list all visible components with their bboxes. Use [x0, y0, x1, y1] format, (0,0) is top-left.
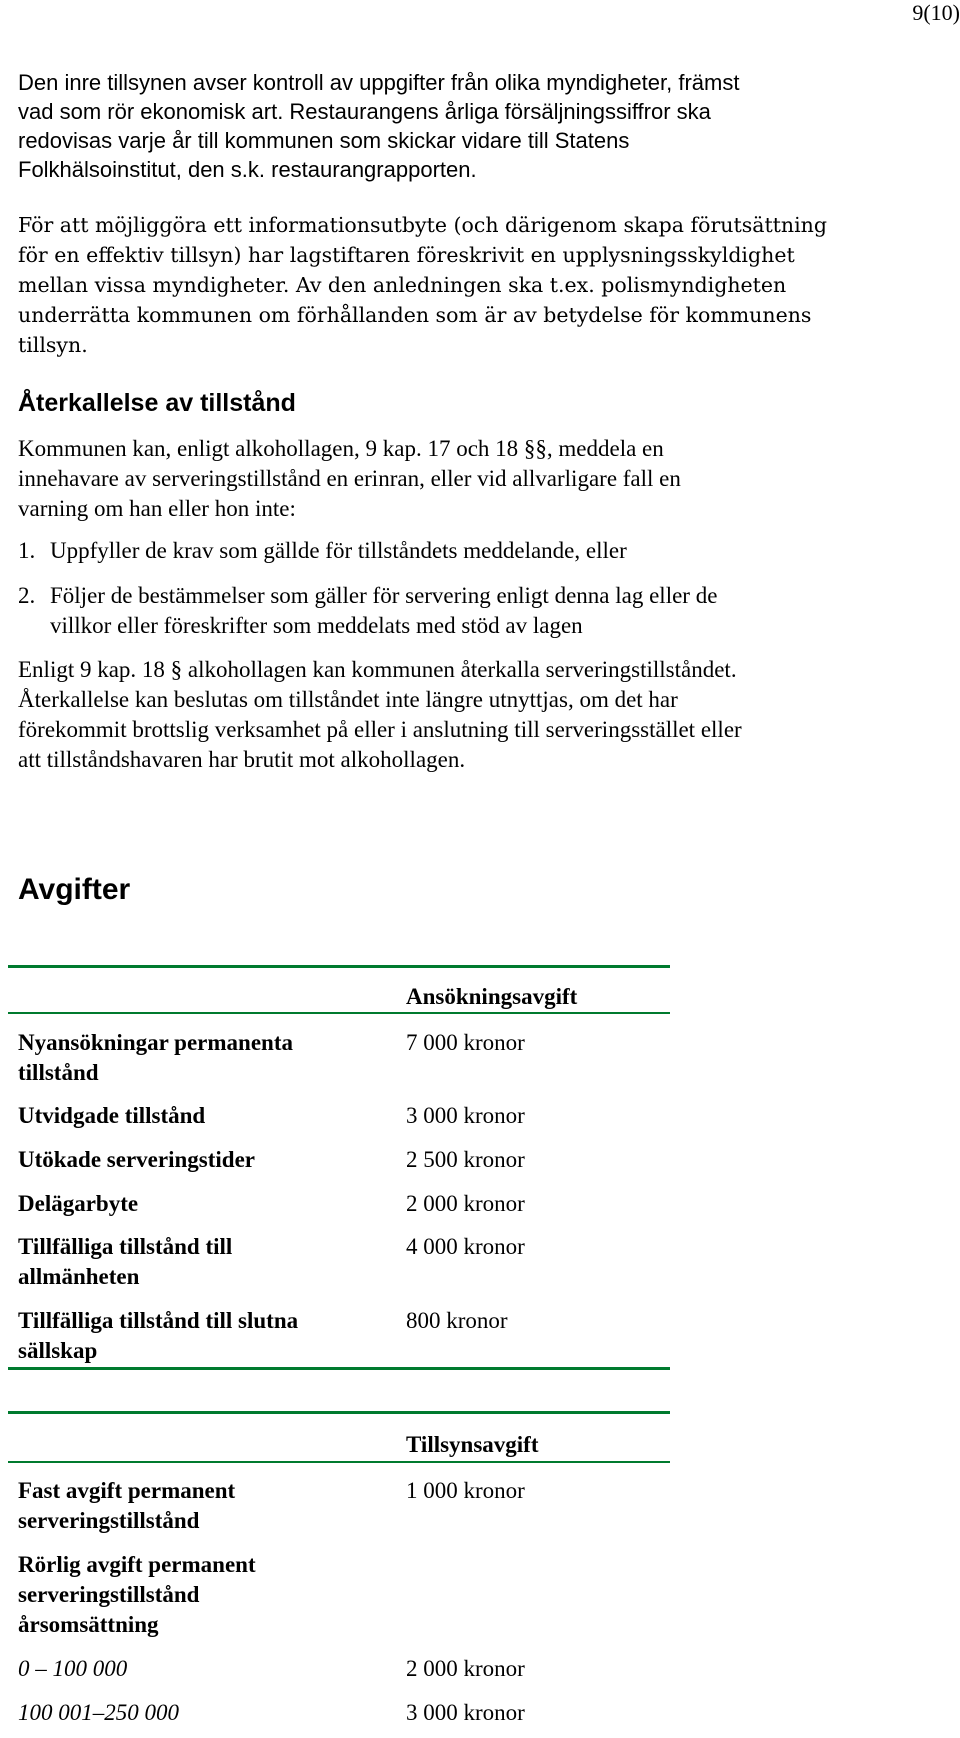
label-line: Nyansökningar permanenta: [18, 1030, 293, 1055]
table-header: Tillsynsavgift: [406, 1432, 539, 1457]
label-line: Rörlig avgift permanent: [18, 1552, 256, 1577]
row-value: 2 500 kronor: [406, 1147, 525, 1172]
list-text: Följer de bestämmelser som gäller för servering enligt denna lag eller de: [50, 583, 718, 608]
intro-paragraph-1: [18, 68, 739, 184]
table-top-rule: [8, 1411, 670, 1414]
table-header-rule: [8, 1461, 670, 1463]
table-header: Ansökningsavgift: [406, 984, 578, 1009]
row-label: [18, 1698, 378, 1728]
text-line: För att möjliggöra ett informationsutbyte (och därigenom skapa förutsättning: [18, 213, 828, 237]
row-value: 3 000 kronor: [406, 1700, 525, 1725]
row-label: [18, 1654, 378, 1684]
row-label: [18, 1550, 378, 1640]
row-label: [18, 1476, 378, 1536]
text-line: Kommunen kan, enligt alkohollagen, 9 kap. 17 och 18 §§, meddela en: [18, 436, 664, 461]
label-line: Utvidgade tillstånd: [18, 1103, 206, 1128]
row-value: 2 000 kronor: [406, 1656, 525, 1681]
text-line: Folkhälsoinstitut, den s.k. restaurangrapporten.: [18, 157, 477, 182]
row-value: 800 kronor: [406, 1308, 508, 1333]
label-line: serveringstillstånd: [18, 1582, 200, 1607]
text-line: Återkallelse kan beslutas om tillståndet inte längre utnyttjas, om det har: [18, 687, 678, 712]
row-value: 2 000 kronor: [406, 1191, 525, 1216]
label-line: Delägarbyte: [18, 1191, 139, 1216]
list-number: 2.: [18, 583, 36, 608]
table-bottom-rule: [8, 1367, 670, 1370]
label-line: Fast avgift permanent: [18, 1478, 236, 1503]
text-line: varning om han eller hon inte:: [18, 496, 296, 521]
table-header-rule: [8, 1012, 670, 1014]
label-line: årsomsättning: [18, 1612, 159, 1637]
text-line: förekommit brottslig verksamhet på eller i anslutning till serveringsstället eller: [18, 717, 742, 742]
text-line: innehavare av serveringstillstånd en erinran, eller vid allvarligare fall en: [18, 466, 681, 491]
row-value: 4 000 kronor: [406, 1234, 525, 1259]
label-line: tillstånd: [18, 1060, 99, 1085]
row-label: [18, 1306, 378, 1366]
row-value: 3 000 kronor: [406, 1103, 525, 1128]
revocation-paragraph-1: [18, 434, 681, 524]
intro-paragraph-2: [18, 210, 827, 360]
row-value: 1 000 kronor: [406, 1478, 525, 1503]
row-label: [18, 1189, 378, 1219]
page-number: 9(10): [912, 0, 960, 25]
table-top-rule: [8, 965, 670, 968]
row-label: [18, 1232, 378, 1292]
list-number: 1.: [18, 538, 36, 563]
list-item: [18, 536, 627, 566]
row-label: [18, 1028, 378, 1088]
section-heading-fees: Avgifter: [18, 873, 131, 906]
list-item: [18, 581, 717, 641]
text-line: tillsyn.: [18, 333, 88, 357]
label-line: allmänheten: [18, 1264, 140, 1289]
row-label: [18, 1145, 378, 1175]
revocation-paragraph-2: [18, 655, 742, 775]
row-value: 7 000 kronor: [406, 1030, 525, 1055]
label-line: sällskap: [18, 1338, 98, 1363]
text-line: redovisas varje år till kommunen som skickar vidare till Statens: [18, 128, 630, 153]
text-line: underrätta kommunen om förhållanden som är av betydelse för kommunens: [18, 303, 812, 327]
text-line: vad som rör ekonomisk art. Restaurangens årliga försäljningssiffror ska: [18, 99, 711, 124]
list-text: villkor eller föreskrifter som meddelats med stöd av lagen: [50, 613, 583, 638]
text-line: Den inre tillsynen avser kontroll av uppgifter från olika myndigheter, främst: [18, 70, 740, 95]
row-label: [18, 1101, 378, 1131]
label-line: Tillfälliga tillstånd till: [18, 1234, 233, 1259]
label-line: serveringstillstånd: [18, 1508, 200, 1533]
section-heading-revocation: Återkallelse av tillstånd: [18, 389, 296, 417]
label-line: Tillfälliga tillstånd till slutna: [18, 1308, 299, 1333]
list-text: Uppfyller de krav som gällde för tillståndets meddelande, eller: [50, 538, 627, 563]
text-line: för en effektiv tillsyn) har lagstiftaren föreskrivit en upplysningsskyldighet: [18, 243, 795, 267]
label-line: 0 – 100 000: [18, 1656, 128, 1681]
text-line: mellan vissa myndigheter. Av den anledningen ska t.ex. polismyndigheten: [18, 273, 787, 297]
label-line: Utökade serveringstider: [18, 1147, 255, 1172]
text-line: Enligt 9 kap. 18 § alkohollagen kan kommunen återkalla serveringstillståndet.: [18, 657, 737, 682]
text-line: att tillståndshavaren har brutit mot alkohollagen.: [18, 747, 466, 772]
label-line: 100 001–250 000: [18, 1700, 179, 1725]
